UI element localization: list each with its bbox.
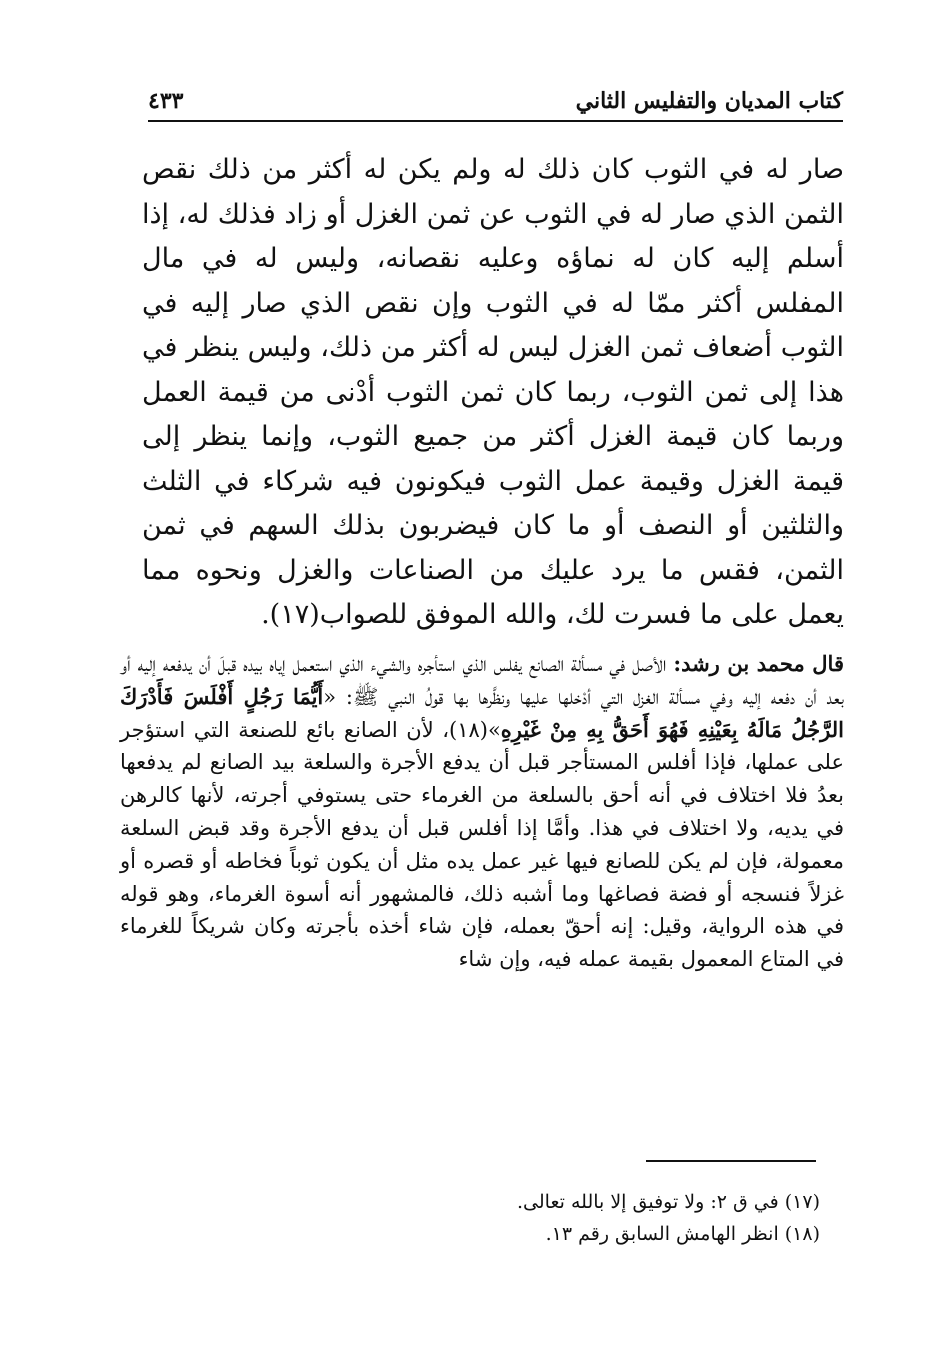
paragraph-1: صار له في الثوب كان ذلك له ولم يكن له أكثر من ذلك نقص الثمن الذي صار له في الثوب عن ثمن الغزل أو زاد فذلك له، إذا أسلم إليه كان له نماؤه وعليه نقصانه، وليس له في مال المفلس أكثر ممّا له في الثوب وإن نقص الذي صار إليه في الثوب أضعاف ثمن الغزل ليس له أكثر من ذلك، وليس ينظر في هذا إلى ثمن الثوب، ربما كان ثمن الثوب أدْنى من قيمة العمل وربما كان قيمة الغزل أكثر من جميع الثوب، وإنما ينظر إلى قيمة الغزل وقيمة عمل الثوب فيكونون فيه شركاء في الثلث والثلثين أو النصف أو ما كان فيضربون بذلك السهم في ثمن الثمن، فقس ما يرد عليك من الصناعات والغزل ونحوه مما يعمل على ما فسرت لك، والله الموفق للصواب(١٧). (142, 154, 844, 630)
paragraph-2 (120, 648, 844, 976)
page-number: ٤٣٣ (148, 88, 184, 114)
paragraph-2-text-a: الأصل في مسألة الصانع يفلس الذي استأجره والشيء الذي استعمل إياه بيده قبلَ أن يدفعه إليه أو بعد أن دفعه إليه وفي مسألة الغزل التي أدْخلها عليها ونظَّرها بها قولُ النبي ﷺ: « (120, 652, 845, 709)
footnotes (300, 1186, 820, 1250)
header-rule (148, 120, 843, 122)
running-title: كتاب المديان والتفليس الثاني (575, 88, 843, 114)
footnote-17 (300, 1186, 820, 1218)
footnote-separator (646, 1160, 816, 1162)
footnote-number: (١٨) (784, 1223, 820, 1245)
footnote-text: انظر الهامش السابق رقم ١٣. (545, 1223, 779, 1245)
paragraph-2-text-b: »(١٨)، لأن الصانع بائع للصنعة التي استؤجر على عملها، فإذا أفلس المستأجر قبل أن يدفع الأجرة والسلعة بيد الصانع لم يدفعها بعدُ فلا اختلاف في أنه أحق بالسلعة من الغرماء حتى يستوفي أجرته، لأنها كالرهن في يديه، ولا اختلاف في هذا. وأمَّا إذا أفلس قبل أن يدفع الأجرة وقد قبض السلعة معمولة، فإن لم يكن للصانع فيها غير عمل يده مثل أن يكون ثوباً فخاطه أو قصره أو غزلاً فنسجه أو فضة فصاغها وما أشبه ذلك، فالمشهور أنه أسوة الغرماء، وهو قوله في هذه الرواية، وقيل: إنه أحقّ بعمله، فإن شاء أخذه بأجرته وكان شريكاً للغرماء في المتاع المعمول بقيمة عمله فيه، وإن شاء (120, 717, 844, 972)
footnote-18 (300, 1218, 820, 1250)
page-header (148, 80, 843, 120)
hadith-quote: أَيُّمَا رَجُلٍ أَفْلَسَ فَأَدْرَكَ الرَّجُلُ مَالَهُ بِعَيْنِهِ فَهُوَ أَحَقُّ بِهِ مِنْ غَيْرِهِ (120, 683, 844, 742)
commentator-heading: قال محمد بن رشد: (673, 651, 844, 676)
footnote-text: في ق ٢: ولا توفيق إلا بالله تعالى. (517, 1191, 779, 1213)
footnote-number: (١٧) (784, 1191, 820, 1213)
